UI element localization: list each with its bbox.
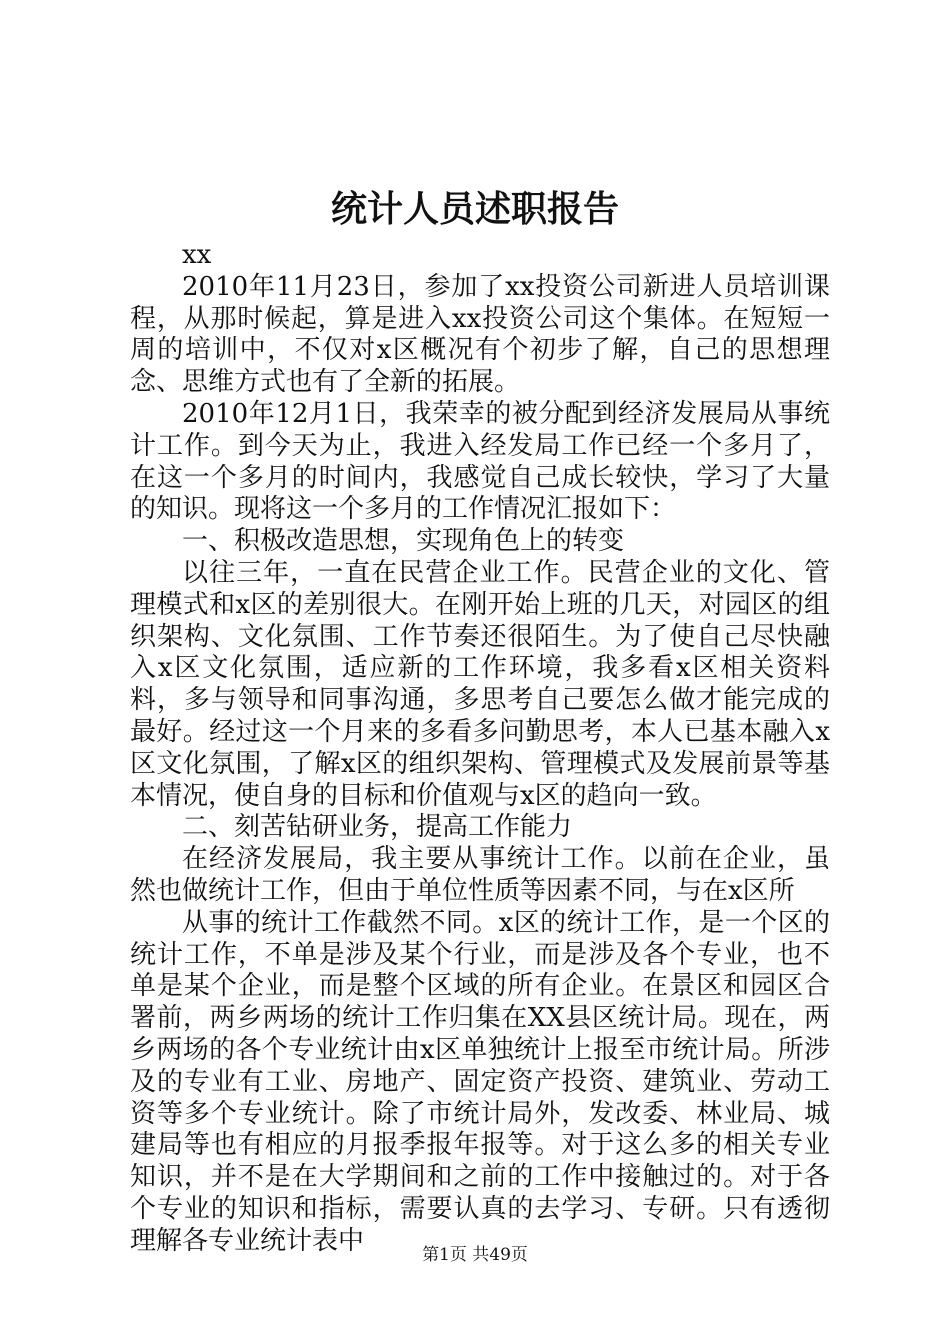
body-paragraph: 2010年12月1日，我荣幸的被分配到经济发展局从事统计工作。到今天为止，我进入经发局工作已经一个多月了，在这一个多月的时间内，我感觉自己成长较快，学习了大量的知识。现将这一个多月的工作情况汇报如下： — [130, 398, 830, 525]
body-paragraph: 以往三年，一直在民营企业工作。民营企业的文化、管理模式和x区的差别很大。在刚开始上班的几天，对园区的组织架构、文化氛围、工作节奏还很陌生。为了使自己尽快融入x区文化氛围，适应新的工作环境，我多看x区相关资料料，多与领导和同事沟通，多思考自己要怎么做才能完成的最好。经过这一个月来的多看多问勤思考，本人已基本融入x区文化氛围，了解x区的组织架构、管理模式及发展前景等基本情况，使自身的目标和价值观与x区的趋向一致。 — [130, 557, 830, 811]
author-line: xx — [182, 240, 212, 270]
document-body — [130, 240, 830, 1258]
page-number-footer: 第1页 共49页 — [422, 1245, 528, 1265]
body-paragraph: 2010年11月23日，参加了xx投资公司新进人员培训课程，从那时候起，算是进入xx投资公司这个集体。在短短一周的培训中，不仅对x区概况有个初步了解，自己的思想理念、思维方式也有了全新的拓展。 — [130, 271, 830, 398]
document-title: 统计人员述职报告 — [330, 188, 619, 230]
body-paragraph: 从事的统计工作截然不同。x区的统计工作，是一个区的统计工作，不单是涉及某个行业，而是涉及各个专业，也不单是某个企业，而是整个区域的所有企业。在景区和园区合署前，两乡两场的统计工作归集在XX县区统计局。现在，两乡两场的各个专业统计由x区单独统计上报至市统计局。所涉及的专业有工业、房地产、固定资产投资、建筑业、劳动工资等多个专业统计。除了市统计局外，发改委、林业局、城建局等也有相应的月报季报年报等。对于这么多的相关专业知识，并不是在大学期间和之前的工作中接触过的。对于各个专业的知识和指标，需要认真的去学习、专研。只有透彻理解各专业统计表中 — [130, 907, 830, 1256]
section-heading: 二、刻苦钻研业务，提高工作能力 — [182, 812, 573, 843]
section-heading: 一、积极改造思想，实现角色上的转变 — [182, 526, 625, 557]
body-paragraph: 在经济发展局，我主要从事统计工作。以前在企业，虽然也做统计工作，但由于单位性质等因素不同，与在x区所 — [130, 844, 830, 906]
